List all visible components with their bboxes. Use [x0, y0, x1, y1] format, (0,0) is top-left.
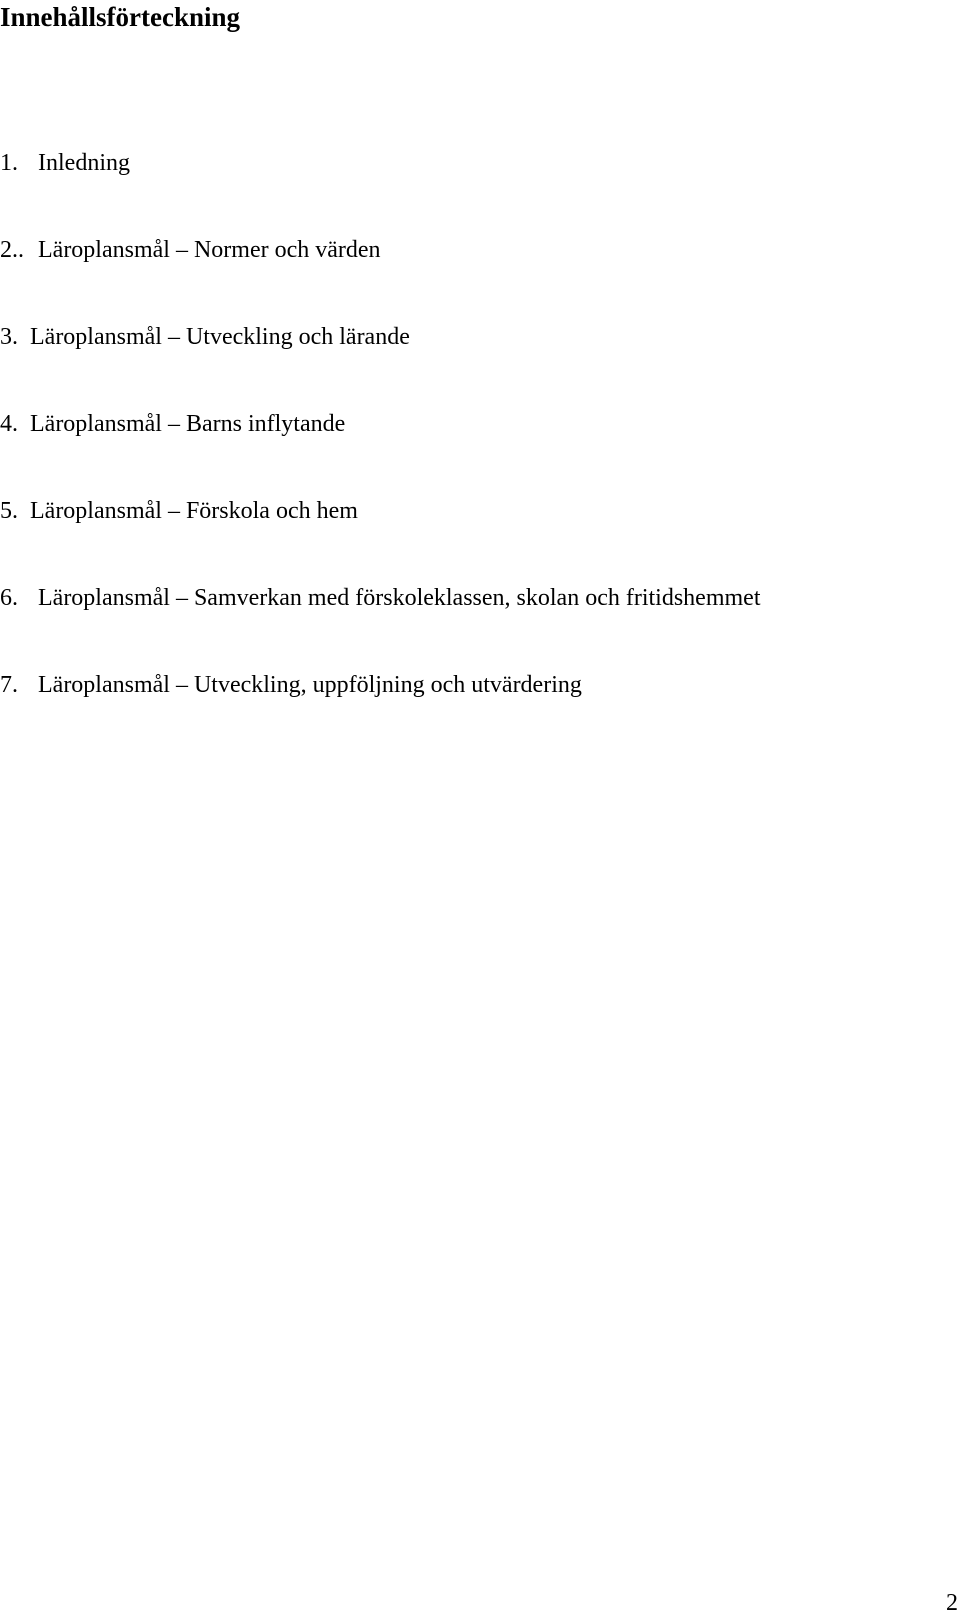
toc-entry-title: Läroplansmål – Normer och värden: [38, 237, 381, 263]
toc-entry-number: 5.: [0, 498, 18, 524]
toc-entry-title: Läroplansmål – Utveckling och lärande: [30, 324, 410, 350]
toc-entry-6: [0, 583, 760, 613]
toc-entry-7: [0, 670, 582, 700]
toc-entry-title: Läroplansmål – Barns inflytande: [30, 411, 346, 437]
toc-entry-title: Läroplansmål – Förskola och hem: [30, 498, 358, 524]
page-title: Innehållsförteckning: [0, 2, 241, 32]
toc-entry-4: [0, 409, 345, 439]
toc-entry-title: Inledning: [38, 150, 130, 176]
toc-entry-number: 3.: [0, 324, 18, 350]
toc-entry-1: [0, 148, 130, 178]
toc-entry-3: [0, 322, 410, 352]
toc-entry-number: 1.: [0, 150, 18, 176]
toc-entry-number: 2..: [0, 237, 24, 263]
page-number: 2: [946, 1590, 958, 1616]
toc-entry-title: Läroplansmål – Samverkan med förskoleklassen, skolan och fritidshemmet: [38, 585, 761, 611]
toc-entry-number: 6.: [0, 585, 18, 611]
toc-entry-number: 4.: [0, 411, 18, 437]
toc-entry-title: Läroplansmål – Utveckling, uppföljning och utvärdering: [38, 672, 582, 698]
toc-entry-5: [0, 496, 358, 526]
toc-entry-number: 7.: [0, 672, 18, 698]
toc-entry-2: [0, 235, 381, 265]
